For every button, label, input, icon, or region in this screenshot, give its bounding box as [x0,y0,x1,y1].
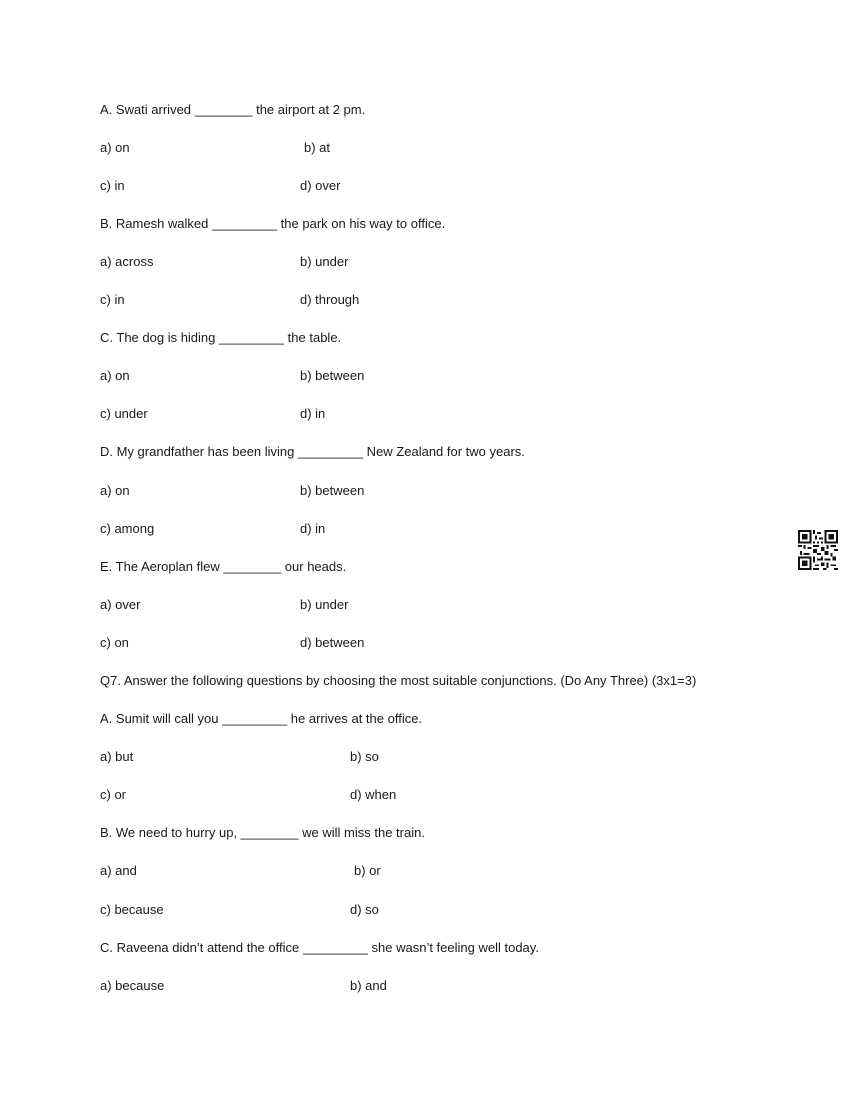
question-E: E. The Aeroplan flew ________ our heads. [100,559,347,574]
options-row [100,978,387,994]
option-b: b) under [300,254,349,269]
option-b: b) at [304,140,331,155]
options-row [100,368,365,384]
option-d: d) when [350,787,397,802]
question-C: C. The dog is hiding _________ the table. [100,330,342,345]
options-row [100,292,360,308]
q7-question-A: A. Sumit will call you _________ he arrives at the office. [100,711,423,726]
option-a: a) but [100,749,134,764]
option-c: c) or [100,787,126,802]
options-row [100,787,397,803]
option-d: d) so [350,902,379,917]
option-a: a) and [100,863,137,878]
q7-heading: Q7. Answer the following questions by choosing the most suitable conjunctions. (Do Any Three) (3x1=3) [100,673,697,688]
option-b: b) or [354,863,381,878]
option-b: b) and [350,978,387,993]
option-c: c) among [100,521,155,536]
option-d: d) in [300,406,326,421]
option-d: d) in [300,521,326,536]
option-c: c) in [100,292,125,307]
option-d: d) between [300,635,365,650]
options-row [100,902,379,918]
option-b: b) under [300,597,349,612]
option-b: b) between [300,368,365,383]
option-b: b) so [350,749,379,764]
options-row [100,254,349,270]
option-a: a) because [100,978,165,993]
options-row [100,749,379,765]
q7-question-B: B. We need to hurry up, ________ we will miss the train. [100,825,425,840]
option-b: b) between [300,483,365,498]
option-a: a) on [100,140,130,155]
question-D: D. My grandfather has been living _________ New Zealand for two years. [100,444,525,459]
option-a: a) on [100,368,130,383]
options-row [100,140,331,156]
option-a: a) over [100,597,141,612]
option-a: a) across [100,254,154,269]
question-A: A. Swati arrived ________ the airport at 2 pm. [100,102,366,117]
options-row [100,863,381,879]
option-d: d) over [300,178,341,193]
option-c: c) because [100,902,164,917]
option-c: c) on [100,635,129,650]
option-a: a) on [100,483,130,498]
qr-code-icon [798,530,838,570]
q7-question-C: C. Raveena didn’t attend the office _________ she wasn’t feeling well today. [100,940,539,955]
options-row [100,178,341,194]
question-B: B. Ramesh walked _________ the park on his way to office. [100,216,446,231]
option-c: c) under [100,406,148,421]
options-row [100,483,365,499]
option-c: c) in [100,178,125,193]
options-row [100,406,326,422]
options-row [100,597,349,613]
options-row [100,521,326,537]
option-d: d) through [300,292,360,307]
options-row [100,635,365,651]
